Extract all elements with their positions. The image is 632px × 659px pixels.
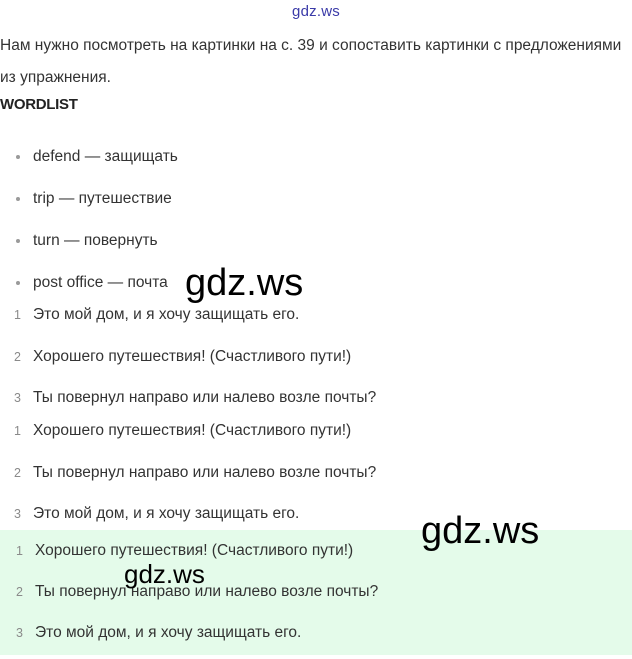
item-number: 2 <box>16 585 23 599</box>
item-text: Это мой дом, и я хочу защищать его. <box>33 505 300 522</box>
item-number: 1 <box>14 424 21 438</box>
item-number: 3 <box>14 507 21 521</box>
item-text: Ты повернул направо или налево возле почты? <box>33 389 377 406</box>
list-item <box>0 300 376 342</box>
wordlist-entry: turn — повернуть <box>33 232 158 249</box>
item-text: Ты повернул направо или налево возле почты? <box>33 463 377 481</box>
wordlist-entry: defend — защищать <box>33 148 178 165</box>
list-item <box>0 342 376 384</box>
list-item <box>2 618 378 659</box>
item-number: 1 <box>16 544 23 558</box>
answer-list-c <box>2 536 378 659</box>
item-number: 3 <box>14 391 21 405</box>
item-number: 2 <box>14 465 21 480</box>
item-text: Хорошего путешествия! (Счастливого пути!) <box>33 422 352 439</box>
wordlist <box>0 140 178 308</box>
item-text: Хорошего путешествия! (Счастливого пути!) <box>35 542 354 559</box>
item-number: 1 <box>14 308 21 322</box>
wordlist-heading: WORDLIST <box>0 96 78 113</box>
bullet-dot-icon <box>16 197 20 201</box>
bullet-dot-icon <box>16 281 20 285</box>
item-number: 2 <box>14 349 21 364</box>
list-item <box>0 416 376 458</box>
bullet-dot-icon <box>16 155 20 159</box>
site-watermark-top[interactable]: gdz.ws <box>292 3 340 20</box>
answer-list-b <box>0 416 376 541</box>
watermark-logo: gdz.ws <box>421 510 540 552</box>
intro-text: Нам нужно посмотреть на картинки на с. 39 и сопоставить картинки с предложениями из упражнения. <box>0 37 622 86</box>
wordlist-entry: post office — почта <box>33 274 168 291</box>
item-text: Это мой дом, и я хочу защищать его. <box>33 306 300 323</box>
answer-list-a <box>0 300 376 425</box>
item-text: Хорошего путешествия! (Счастливого пути!) <box>33 347 352 365</box>
list-item <box>0 182 178 224</box>
list-item <box>0 224 178 266</box>
list-item <box>0 458 376 500</box>
item-number: 3 <box>16 626 23 640</box>
watermark-logo: gdz.ws <box>185 262 304 304</box>
wordlist-entry: trip — путешествие <box>33 190 172 207</box>
bullet-dot-icon <box>16 239 20 243</box>
list-item <box>0 140 178 182</box>
item-text: Ты повернул направо или налево возле почты? <box>35 583 379 600</box>
item-text: Это мой дом, и я хочу защищать его. <box>35 624 302 641</box>
watermark-logo: gdz.ws <box>124 559 205 589</box>
